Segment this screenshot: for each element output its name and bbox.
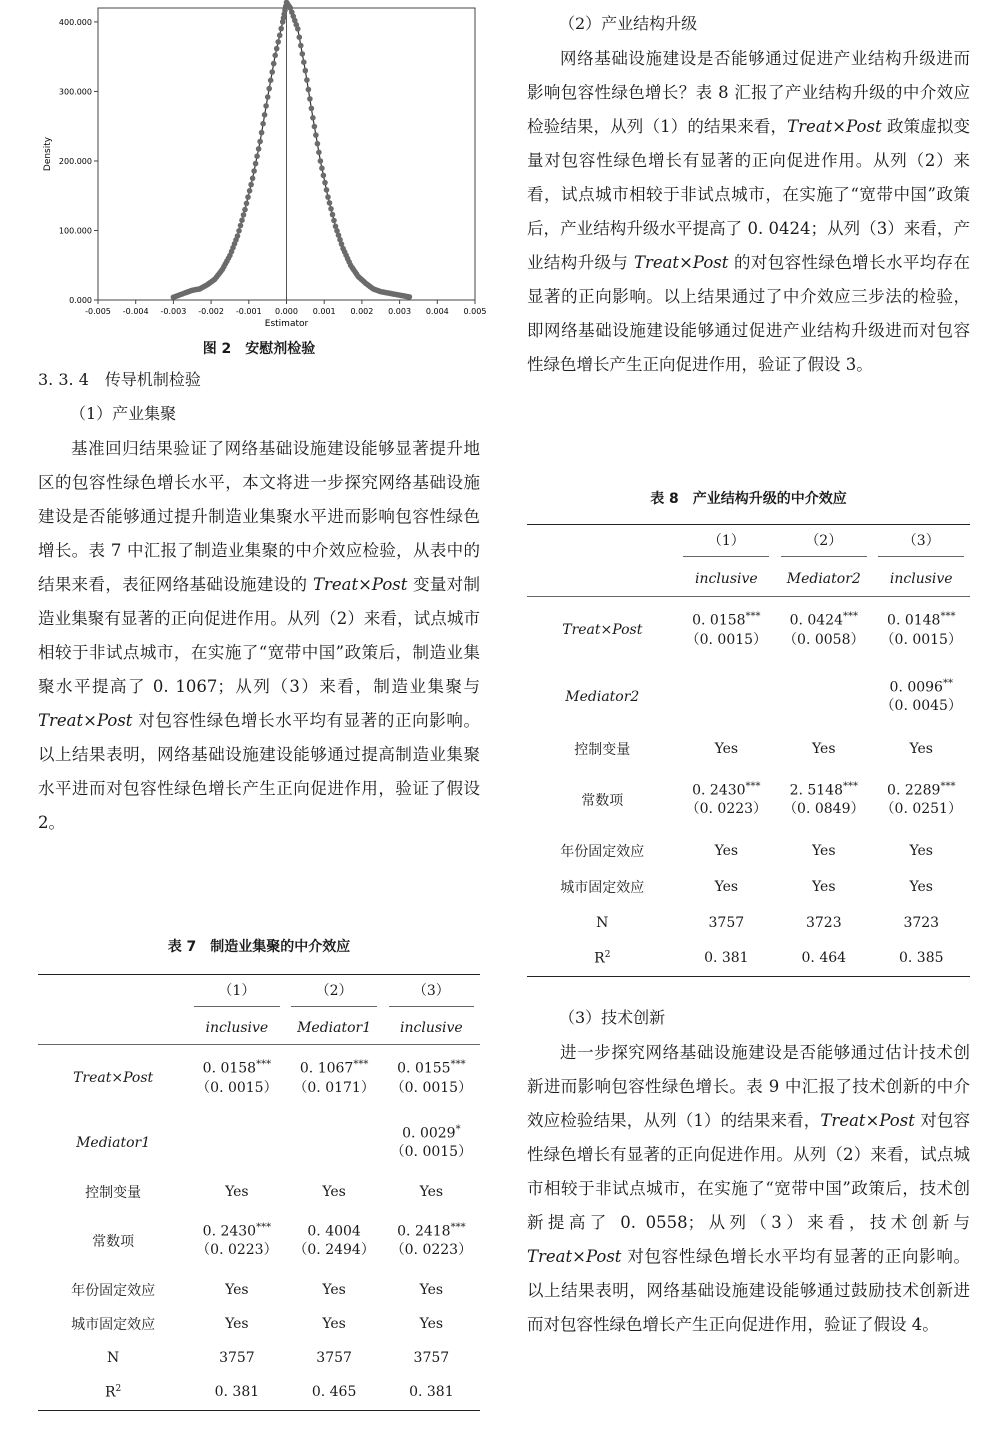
- table-cell: 0. 385: [898, 950, 944, 967]
- table-cell: 0. 2418*** （0. 0223）: [390, 1221, 473, 1259]
- table-cell: 0. 2430*** （0. 0223）: [196, 1221, 278, 1259]
- density-point: [239, 217, 245, 223]
- variable-name: Treat×Post: [527, 1247, 622, 1266]
- x-tick-label: -0.003: [160, 307, 187, 316]
- table-cell: 3757: [219, 1349, 255, 1366]
- table-cell: 0. 0096** （0. 0045）: [880, 677, 962, 715]
- variable-name: Treat×Post: [820, 1111, 915, 1130]
- table-cell: Yes: [714, 740, 739, 757]
- density-point: [277, 33, 283, 39]
- row-label: Treat×Post: [562, 621, 643, 638]
- col-header: （2）: [291, 980, 377, 1007]
- row-label: 控制变量: [574, 741, 631, 758]
- density-point: [245, 194, 251, 200]
- variable-name: Treat×Post: [633, 253, 729, 272]
- density-point: [247, 188, 253, 194]
- table-cell: 3723: [805, 914, 842, 931]
- x-tick-label: -0.001: [235, 307, 262, 316]
- density-point: [262, 112, 268, 118]
- density-point: [322, 180, 328, 186]
- variable-name: Treat×Post: [38, 711, 133, 730]
- subsection-heading-2: （2）产业结构升级: [559, 14, 698, 33]
- density-point: [268, 78, 274, 84]
- row-label: Treat×Post: [73, 1069, 154, 1086]
- table-cell: Yes: [225, 1183, 249, 1200]
- density-point: [271, 61, 277, 67]
- density-point: [307, 96, 313, 102]
- density-point: [325, 194, 331, 200]
- row-label: 常数项: [581, 792, 624, 809]
- table-cell: 0. 4004 （0. 2494）: [293, 1223, 375, 1259]
- depvar-label: inclusive: [694, 571, 758, 588]
- table-cell: Yes: [812, 878, 836, 895]
- section-heading: 3. 3. 4 传导机制检验: [38, 370, 201, 389]
- subsection-heading-1: （1）产业集聚: [70, 404, 177, 423]
- density-point: [236, 228, 242, 234]
- depvar-label: Mediator1: [297, 1020, 372, 1037]
- table-cell: 0. 381: [409, 1384, 454, 1401]
- y-tick-label: 400.000: [58, 17, 92, 27]
- table-cell: 0. 381: [704, 950, 749, 967]
- table-cell: 3757: [708, 914, 745, 931]
- y-tick-label: 300.000: [58, 87, 92, 97]
- density-point: [324, 187, 330, 193]
- density-point: [309, 106, 315, 112]
- table-7-body: [38, 974, 480, 1411]
- table-cell: 0. 1067*** （0. 0171）: [293, 1058, 375, 1096]
- density-point: [256, 146, 262, 152]
- table-cell: Yes: [812, 842, 836, 859]
- row-label: 年份固定效应: [560, 843, 645, 860]
- density-point: [274, 46, 280, 52]
- density-point: [297, 34, 303, 40]
- y-axis-label: Density: [43, 136, 53, 172]
- table-cell: 0. 0155*** （0. 0015）: [390, 1058, 473, 1096]
- density-point: [244, 201, 250, 207]
- depvar-label: Mediator2: [786, 571, 861, 588]
- paragraph-industrial-upgrading: 网络基础设施建设是否能够通过促进产业结构升级进而影响包容性绿色增长？表 8 汇报了产业结构升级的中介效应检验结果，从列（1）的结果来看，Treat×Post 政策虚拟变量对包容性绿色增长有显著的正向促进作用。从列（2）来看，试点城市相较于非试点城市，在实施了“宽带中国”政策后，产业结构升级水平提高了 0. 0424；从列（3）来看，产业结构升级与 Treat×Post 的对包容性绿色增长水平均存在显著的正向影响。以上结果通过了中介效应三步法的检验，即网络基础设施建设能够通过促进产业结构升级进而对包容性绿色增长产生正向促进作用，验证了假设 3。: [527, 49, 970, 374]
- row-label: Mediator1: [76, 1134, 151, 1151]
- density-point: [330, 212, 336, 218]
- density-point: [265, 94, 271, 100]
- row-label: $R^2$: [104, 1383, 122, 1401]
- density-point: [242, 207, 248, 213]
- density-point: [241, 212, 247, 218]
- table-cell: Yes: [225, 1315, 249, 1332]
- density-point: [304, 77, 310, 83]
- table-cell: Yes: [322, 1281, 346, 1298]
- table-cell: 0. 381: [214, 1384, 260, 1401]
- row-label: Mediator2: [565, 688, 640, 705]
- y-tick-label: 0.000: [69, 296, 92, 305]
- variable-name: Treat×Post: [312, 575, 408, 594]
- density-point: [303, 68, 309, 74]
- density-point: [313, 132, 319, 138]
- depvar-label: inclusive: [205, 1020, 269, 1037]
- density-point: [272, 53, 278, 59]
- density-point: [266, 86, 272, 92]
- density-point: [254, 153, 260, 159]
- density-point: [250, 176, 256, 182]
- density-curve: [173, 2, 411, 297]
- density-point: [312, 124, 318, 130]
- table-cell: Yes: [225, 1281, 249, 1298]
- table-cell: 0. 2289*** （0. 0251）: [880, 780, 962, 818]
- x-tick-label: 0.003: [388, 307, 412, 316]
- density-point: [316, 150, 322, 156]
- x-tick-label: 0.000: [275, 307, 298, 316]
- table-7-caption: 表 7 制造业集聚的中介效应: [167, 939, 351, 955]
- x-axis-label: Estimator: [264, 319, 309, 329]
- col-header: （1）: [194, 980, 280, 1007]
- x-tick-label: 0.004: [425, 307, 449, 316]
- table-cell: 0. 0424*** （0. 0058）: [783, 610, 865, 648]
- table-cell: 3757: [316, 1349, 352, 1366]
- density-point: [248, 182, 254, 188]
- row-label: 城市固定效应: [71, 1316, 156, 1333]
- depvar-label: inclusive: [889, 571, 953, 588]
- table-8-caption: 表 8 产业结构升级的中介效应: [650, 491, 847, 507]
- figure-caption: 图 2 安慰剂检验: [202, 341, 316, 357]
- density-point: [269, 69, 275, 75]
- table-cell: 3723: [903, 914, 940, 931]
- density-point: [306, 87, 312, 93]
- row-label: 城市固定效应: [560, 879, 645, 896]
- col-header: （3）: [878, 530, 964, 557]
- y-tick-label: 100.000: [58, 226, 92, 236]
- table-cell: 0. 0158*** （0. 0015）: [685, 610, 768, 648]
- density-point: [257, 139, 263, 145]
- paragraph-technological-innovation: 进一步探究网络基础设施建设是否能够通过估计技术创新进而影响包容性绿色增长。表 9 中汇报了技术创新的中介效应检验结果，从列（1）的结果来看，Treat×Post 对包容性绿色增长有显著的正向促进作用。从列（2）来看，试点城市相较于非试点城市，在实施了“宽带中国”政策后，技术创新提高了 0. 0558；从列（3）来看，技术创新与 Treat×Post 对包容性绿色增长水平均有显著的正向影响。以上结果表明，网络基础设施建设能够通过鼓励技术创新进而对包容性绿色增长产生正向促进作用，验证了假设 4。: [527, 1043, 970, 1334]
- density-point: [263, 103, 269, 109]
- col-header: （3）: [389, 980, 475, 1007]
- density-plot: [38, 0, 487, 335]
- density-point: [310, 115, 316, 121]
- table-cell: 0. 465: [311, 1384, 357, 1401]
- table-cell: 3757: [413, 1349, 450, 1366]
- x-tick-label: -0.005: [85, 307, 111, 316]
- col-header: （2）: [781, 530, 867, 557]
- density-point: [321, 173, 327, 179]
- table-cell: Yes: [714, 842, 739, 859]
- row-label: 控制变量: [85, 1184, 142, 1201]
- variable-name: Treat×Post: [787, 117, 882, 136]
- density-point: [251, 168, 257, 174]
- density-point: [327, 200, 333, 206]
- density-point: [407, 294, 413, 300]
- row-label: 年份固定效应: [71, 1282, 156, 1299]
- x-tick-label: -0.004: [122, 307, 149, 316]
- density-point: [238, 223, 244, 229]
- density-point: [300, 51, 306, 57]
- density-point: [278, 26, 284, 32]
- x-tick-label: 0.001: [312, 307, 336, 316]
- x-tick-label: -0.002: [198, 307, 224, 316]
- table-cell: 0. 0029* （0. 0015）: [390, 1123, 473, 1161]
- density-point: [260, 121, 266, 127]
- subsection-heading-3: （3）技术创新: [559, 1008, 666, 1027]
- table-cell: Yes: [322, 1183, 346, 1200]
- table-cell: Yes: [322, 1315, 346, 1332]
- density-point: [315, 141, 321, 147]
- paragraph-industry-agglomeration: 基准回归结果验证了网络基础设施建设能够显著提升地区的包容性绿色增长水平，本文将进一步探究网络基础设施建设是否能够通过提升制造业集聚水平进而影响包容性绿色增长。表 7 中汇报了制造业集聚的中介效应检验，从表中的结果来看，表征网络基础设施建设的 Treat×Post 变量对制造业集聚有显著的正向促进作用。从列（2）来看，试点城市相较于非试点城市，在实施了“宽带中国”政策后，制造业集聚水平提高了 0. 1067；从列（3）来看，制造业集聚与 Treat×Post 对包容性绿色增长水平均有显著的正向影响。以上结果表明，网络基础设施建设能够通过提高制造业集聚水平进而对包容性绿色增长产生正向促进作用，验证了假设 2。: [38, 439, 480, 832]
- row-label: $R^2$: [594, 949, 611, 967]
- table-cell: 0. 464: [801, 950, 847, 967]
- x-tick-label: 0.002: [350, 307, 374, 316]
- density-point: [331, 218, 337, 224]
- table-cell: Yes: [909, 842, 933, 859]
- table-cell: Yes: [419, 1315, 444, 1332]
- table-cell: 0. 2430*** （0. 0223）: [685, 780, 768, 818]
- table-cell: 0. 0158*** （0. 0015）: [196, 1058, 278, 1096]
- density-point: [301, 59, 307, 65]
- row-label: 常数项: [92, 1233, 135, 1250]
- row-label: N: [107, 1349, 120, 1366]
- table-cell: Yes: [909, 878, 933, 895]
- table-7: [38, 936, 480, 1411]
- density-point: [275, 39, 281, 45]
- density-point: [319, 165, 325, 171]
- density-point: [328, 206, 334, 212]
- table-8-body: [527, 524, 970, 977]
- y-tick-label: 200.000: [58, 156, 92, 166]
- table-cell: Yes: [419, 1281, 444, 1298]
- table-8: [527, 488, 970, 977]
- depvar-label: inclusive: [400, 1020, 463, 1037]
- row-label: N: [596, 914, 609, 931]
- density-point: [295, 26, 301, 32]
- table-cell: 2. 5148*** （0. 0849）: [783, 780, 865, 818]
- table-cell: Yes: [714, 878, 739, 895]
- density-point: [318, 158, 324, 164]
- table-cell: Yes: [909, 740, 933, 757]
- table-cell: 0. 0148*** （0. 0015）: [880, 610, 962, 648]
- density-point: [298, 43, 304, 49]
- density-point: [253, 161, 259, 167]
- col-header: （1）: [683, 530, 769, 557]
- density-point: [259, 130, 265, 136]
- table-cell: Yes: [419, 1183, 444, 1200]
- density-point: [235, 233, 241, 239]
- x-tick-label: 0.005: [463, 307, 487, 316]
- table-cell: Yes: [812, 740, 836, 757]
